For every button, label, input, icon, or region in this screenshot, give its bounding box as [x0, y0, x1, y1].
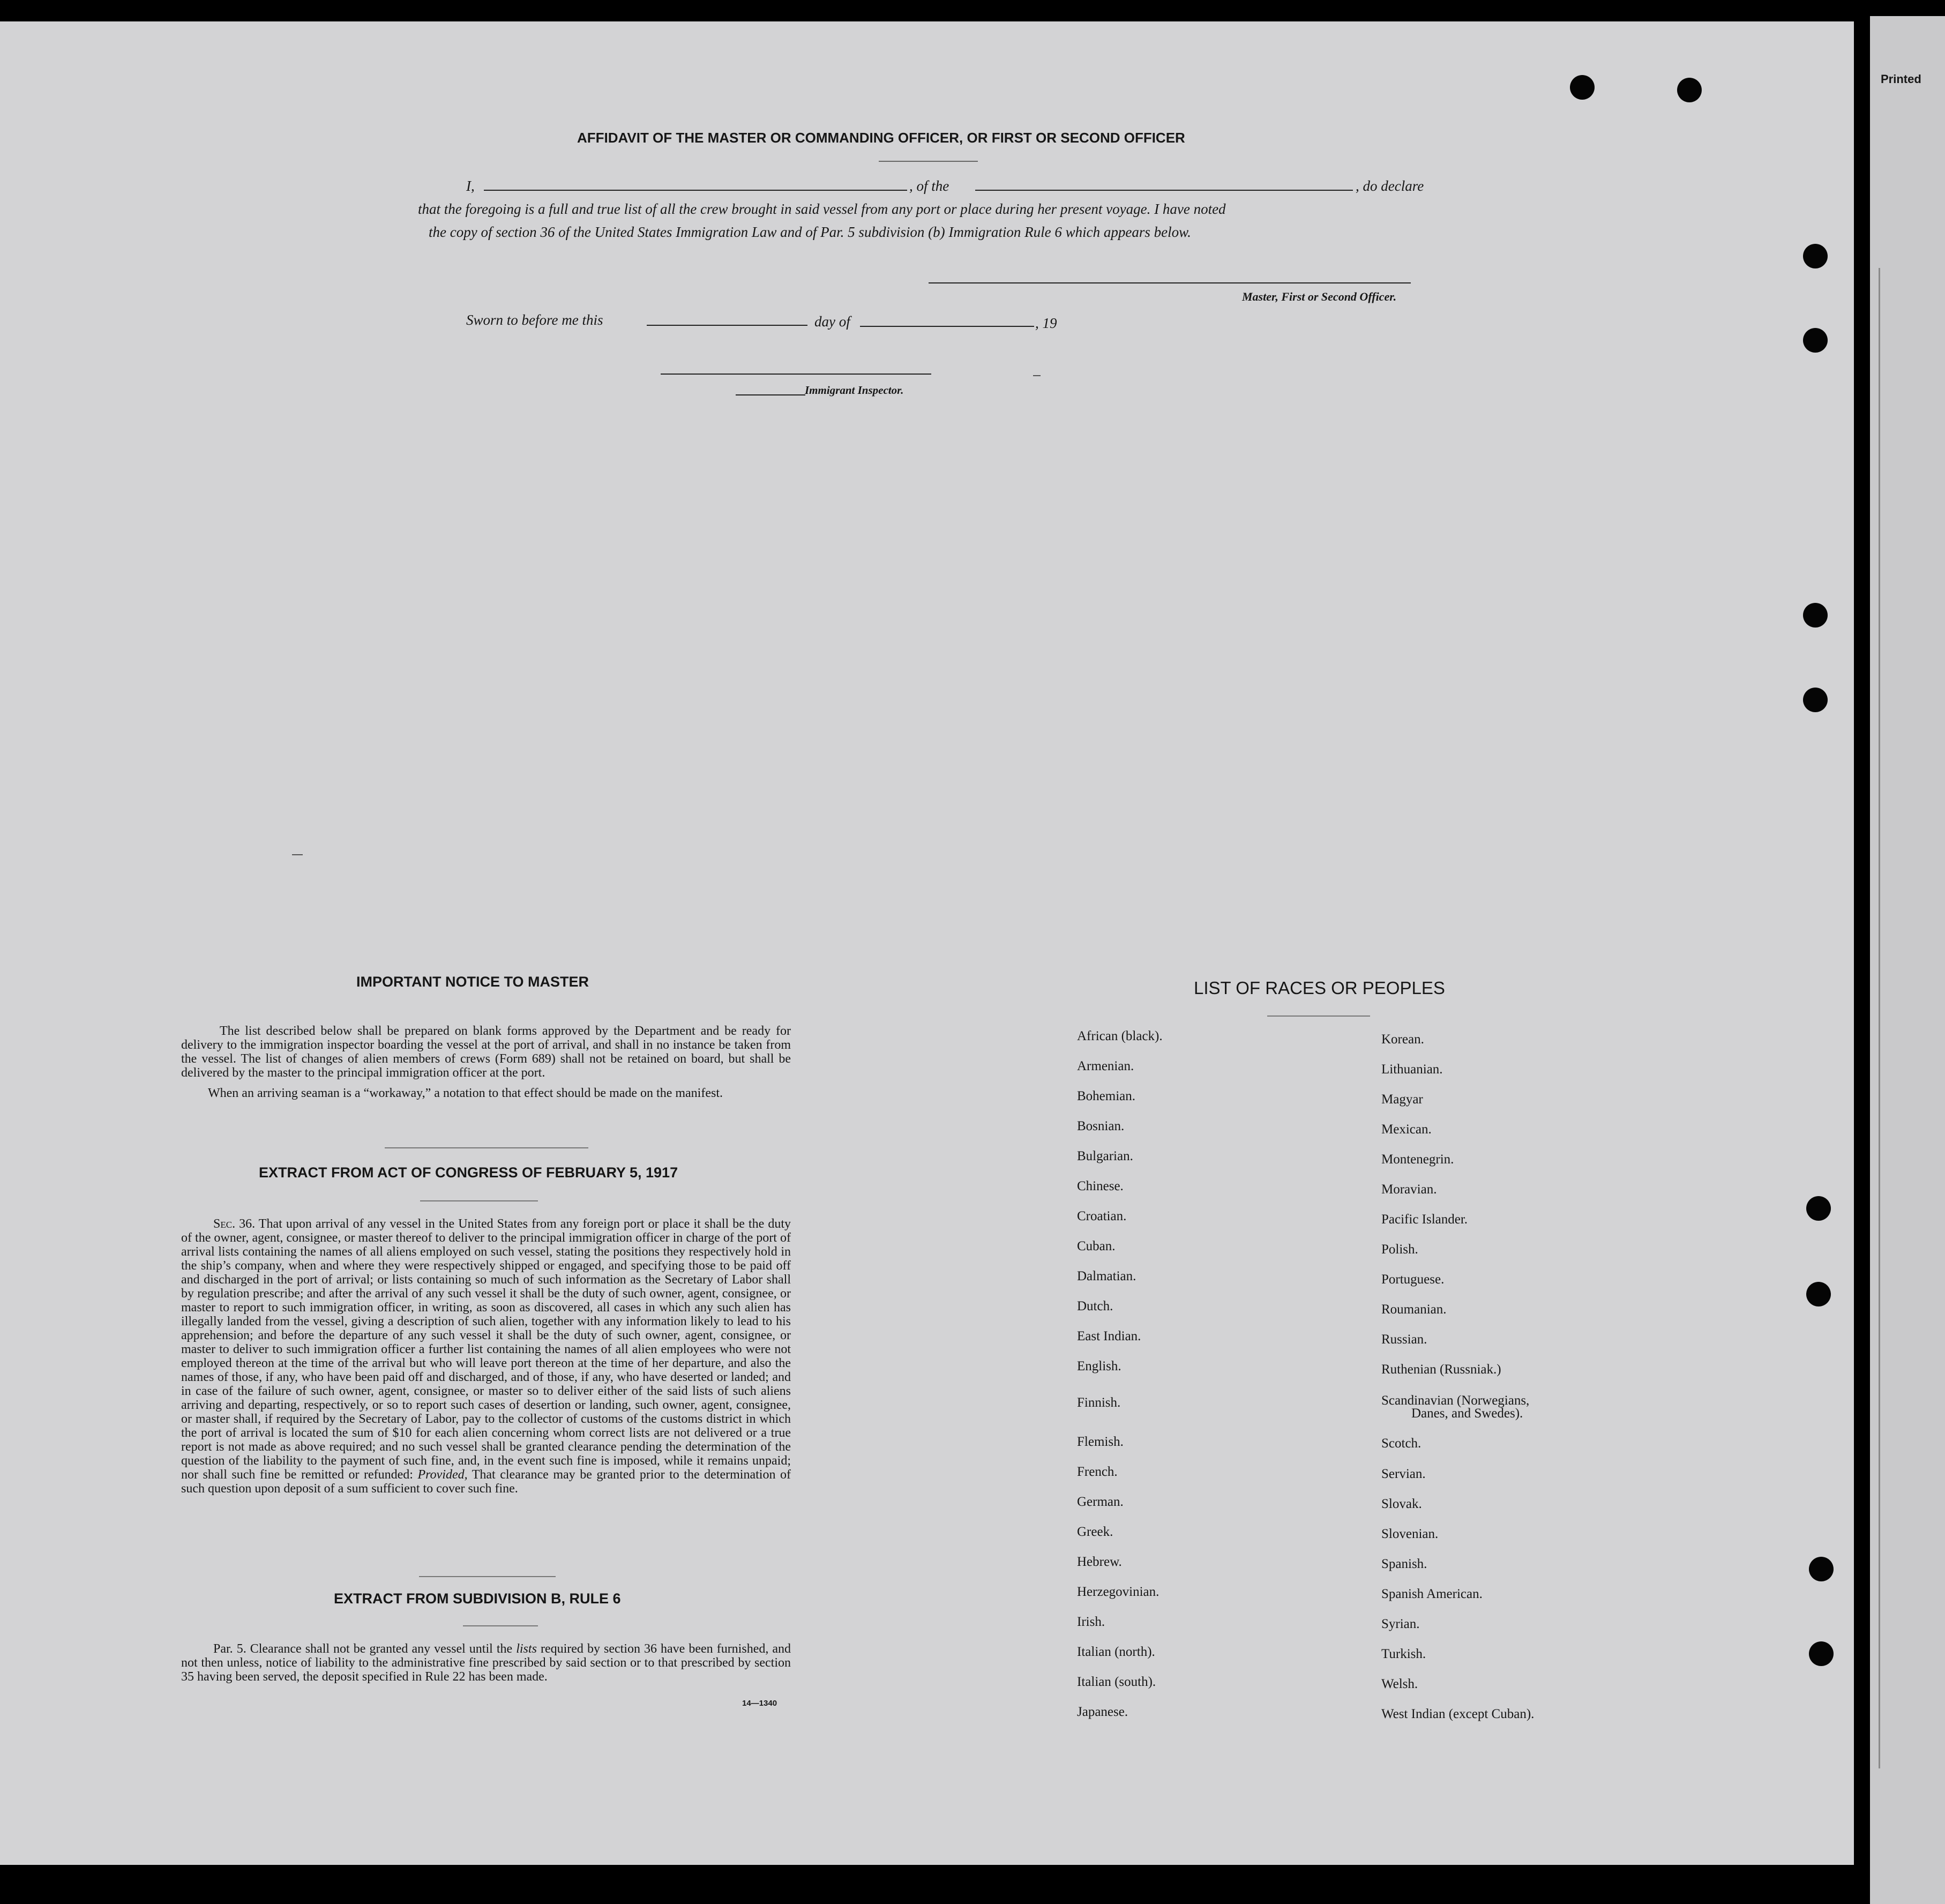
race-item: French. [1077, 1465, 1118, 1479]
race-item: Spanish. [1381, 1557, 1427, 1571]
declare-label: , do declare [1356, 178, 1424, 194]
race-item: Roumanian. [1381, 1302, 1447, 1317]
race-item: Polish. [1381, 1242, 1418, 1257]
race-item: Montenegrin. [1381, 1152, 1454, 1167]
race-item: West Indian (except Cuban). [1381, 1707, 1535, 1721]
lists-word: lists [516, 1642, 537, 1656]
race-item: Greek. [1077, 1525, 1113, 1539]
race-item: Spanish American. [1381, 1587, 1483, 1601]
race-item: East Indian. [1077, 1329, 1141, 1343]
day-of-label: day of [814, 313, 850, 330]
extract-rule-title: EXTRACT FROM SUBDIVISION B, RULE 6 [334, 1591, 621, 1607]
race-item: Slovenian. [1381, 1527, 1439, 1541]
race-item: Italian (north). [1077, 1645, 1155, 1659]
race-item: Moravian. [1381, 1182, 1437, 1197]
sworn-month-field[interactable] [860, 326, 1034, 327]
punch-hole [1677, 78, 1702, 102]
punch-hole [1809, 1557, 1834, 1581]
notice-divider [385, 1147, 588, 1148]
notice-title: IMPORTANT NOTICE TO MASTER [356, 974, 589, 990]
race-item: Irish. [1077, 1615, 1105, 1629]
notice-body [181, 1024, 791, 1100]
race-item: Magyar [1381, 1092, 1423, 1107]
form-number: 14—1340 [742, 1699, 777, 1708]
race-item: Bulgarian. [1077, 1149, 1133, 1163]
extract-act-text: That upon arrival of any vessel in the United States from any foreign port or place it shall be the duty of the owner, agent, consignee, or master thereof to deliver to the principal immigration officer in charge of the port of arrival lists containing the names of all aliens employed on such vessel, stating the positions they respectively hold in the ship’s company, when and where they were respectively shipped or engaged, and specifying those to be paid off and discharged in the port of arrival; or lists containing so much of such information as the Secretary of Labor shall by regulation prescribe; and after the arrival of any such vessel it shall be the duty of such owner, agent, consignee, or master to report to such immigration officer, in writing, as soon as discovered, all cases in which any such alien has illegally landed from the vessel, giving a description of such alien, together with any information likely to lead to his apprehension; and before the departure of any such vessel it shall be the duty of such owner, agent, consignee, or master to deliver to such immigration officer a further list containing the names of all alien employees who were not employed thereon at the time of the arrival but who will leave port thereon at the time of her departure, and also the names of those, if any, who have been paid off and discharged, and of those, if any, who have deserted or landed; and in case of the failure of such owner, agent, consignee, or master so to deliver either of the said lists of such aliens arriving and departing, respectively, or so to report such cases of desertion or landing, such owner, agent, consignee, or master shall, if required by the Secretary of Labor, pay to the collector of customs of the customs district in which the port of arrival is located the sum of $10 for each alien concerning whom correct lists are not delivered or a true report is not made as above required; and no such vessel shall be granted clearance pending the determination of the question of the liability to the payment of such fine, and, in the event such fine is imposed, while it remains unpaid; nor shall such fine be remitted or refunded: [181, 1217, 791, 1482]
extract-act-title: EXTRACT FROM ACT OF CONGRESS OF FEBRUARY 5, 1917 [259, 1164, 678, 1181]
race-item: Croatian. [1077, 1209, 1127, 1223]
race-item: Russian. [1381, 1332, 1427, 1347]
race-item: Scandinavian (Norwegians, [1381, 1393, 1530, 1408]
master-signature-line[interactable] [929, 282, 1411, 283]
affidavit-line-1 [466, 178, 475, 195]
extract-act-divider [420, 1200, 538, 1201]
extract-act-body [181, 1217, 791, 1496]
race-item: Bohemian. [1077, 1089, 1136, 1103]
notice-para-1: The list described below shall be prepared on blank forms approved by the Department and be ready for delivery to the immigration inspector boarding the vessel at the port of arrival, and shall in no instance be taken from the vessel. The list of changes of alien members of crews (Form 689) shall not be retained on board, but shall be delivered by the master to the principal immigration officer at the port. [181, 1024, 791, 1080]
form-page [0, 21, 1854, 1865]
race-item: Scotch. [1381, 1436, 1422, 1451]
adjacent-page-edge [1870, 16, 1945, 1904]
races-title: LIST OF RACES OR PEOPLES [1194, 978, 1445, 998]
affidavit-line-3: the copy of section 36 of the United States Immigration Law and of Par. 5 subdivision (b) Immigration Rule 6 which appears below. [429, 224, 1191, 240]
punch-hole [1806, 1282, 1831, 1306]
affidavit-line-2: that the foregoing is a full and true list of all the crew brought in said vessel from any port or place during her present voyage. I have noted [418, 201, 1226, 217]
punch-hole [1809, 1641, 1834, 1666]
race-item: Italian (south). [1077, 1675, 1156, 1689]
extract-rule-body [181, 1642, 791, 1684]
race-item: Mexican. [1381, 1122, 1432, 1137]
sworn-label: Sworn to before me this [466, 312, 603, 328]
race-item: Herzegovinian. [1077, 1585, 1159, 1599]
race-item: Welsh. [1381, 1677, 1418, 1691]
name-field[interactable] [484, 190, 907, 191]
extract-act-text-end: That clearance may be granted prior to the determination of such question upon deposit of a sum sufficient to cover such fine. [181, 1468, 791, 1496]
race-item: African (black). [1077, 1029, 1163, 1043]
extract-rule-divider [463, 1625, 538, 1626]
race-item: Pacific Islander. [1381, 1212, 1468, 1227]
race-item: Dutch. [1077, 1299, 1113, 1313]
sec-label: Sec. 36. [213, 1217, 256, 1231]
adjacent-page-rule [1879, 268, 1880, 1768]
race-item: Turkish. [1381, 1647, 1426, 1661]
extract-rule-paragraph [181, 1642, 791, 1684]
race-item: Chinese. [1077, 1179, 1124, 1193]
rule-text-a: Par. 5. Clearance shall not be granted any vessel until the [213, 1642, 513, 1656]
punch-hole [1803, 328, 1828, 353]
affidavit-title: AFFIDAVIT OF THE MASTER OR COMMANDING OFFICER, OR FIRST OR SECOND OFFICER [577, 130, 1185, 146]
race-item: English. [1077, 1359, 1121, 1373]
race-item: Syrian. [1381, 1617, 1420, 1631]
race-item: Servian. [1381, 1467, 1426, 1481]
race-item: Flemish. [1077, 1435, 1124, 1449]
punch-hole [1803, 244, 1828, 268]
master-signature-label: Master, First or Second Officer. [1242, 290, 1397, 303]
punch-hole [1806, 1196, 1831, 1221]
punch-hole [1570, 75, 1595, 100]
sworn-day-field[interactable] [647, 325, 807, 326]
extract-act-paragraph [181, 1217, 791, 1496]
race-item: Dalmatian. [1077, 1269, 1136, 1283]
rule-text-b: required by section 36 have been furnished, and not then unless, notice of liability to the administrative fine prescribed by said section or to that prescribed by section 35 having been served, the deposit specified in Rule 22 has been made. [181, 1642, 791, 1684]
year-label: , 19 [1035, 315, 1057, 331]
inspector-lead-line [736, 394, 805, 395]
race-item: Portuguese. [1381, 1272, 1445, 1287]
punch-hole [1803, 688, 1828, 712]
race-item: Lithuanian. [1381, 1062, 1443, 1077]
punch-hole [1803, 603, 1828, 628]
race-item: Bosnian. [1077, 1119, 1125, 1133]
margin-printed-label: Printed [1881, 72, 1921, 86]
inspector-signature-line[interactable] [661, 374, 931, 375]
stray-mark [292, 854, 303, 855]
i-label: I, [466, 178, 475, 194]
race-item: Cuban. [1077, 1239, 1116, 1253]
race-item: Slovak. [1381, 1497, 1422, 1511]
race-item: Armenian. [1077, 1059, 1134, 1073]
race-item: Finnish. [1077, 1395, 1121, 1410]
race-item: German. [1077, 1495, 1124, 1509]
race-item-continuation: Danes, and Swedes). [1411, 1406, 1523, 1421]
race-item: Ruthenian (Russniak.) [1381, 1362, 1501, 1377]
notice-para-2: When an arriving seaman is a “workaway,” a notation to that effect should be made on the manifest. [208, 1086, 723, 1100]
race-item: Korean. [1381, 1032, 1424, 1047]
extract-rule-top-divider [419, 1576, 556, 1577]
races-divider [1267, 1016, 1370, 1017]
of-the-label: , of the [909, 178, 949, 194]
inspector-tick [1033, 375, 1041, 376]
race-item: Hebrew. [1077, 1555, 1122, 1569]
title-divider [879, 161, 978, 162]
inspector-label: Immigrant Inspector. [805, 384, 904, 397]
provided-label: Provided, [417, 1468, 468, 1482]
race-item: Japanese. [1077, 1705, 1128, 1719]
vessel-field[interactable] [975, 190, 1353, 191]
